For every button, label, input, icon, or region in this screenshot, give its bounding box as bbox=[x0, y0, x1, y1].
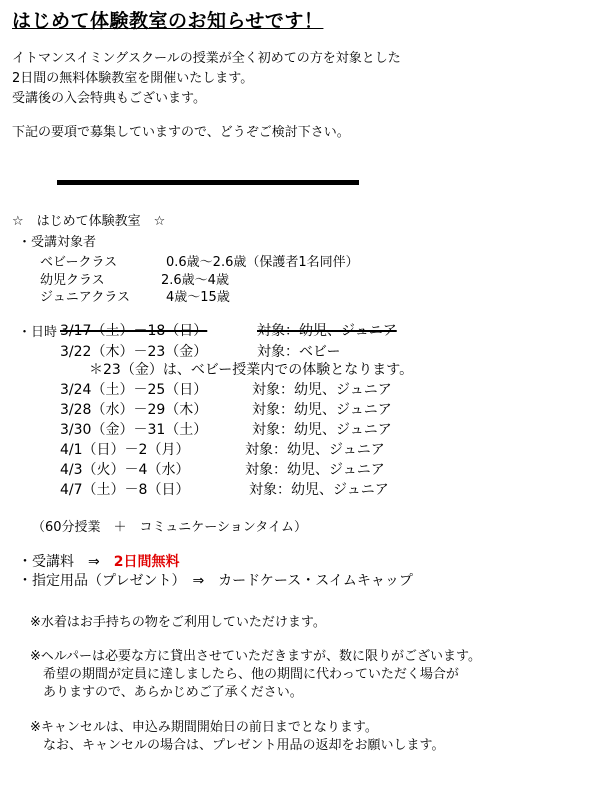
schedule-target-5: 対象：幼児、ジュニア bbox=[245, 442, 385, 458]
helper-note-line-2: 希望の期間が定員に達しましたら、他の期間に代わっていただく場合が bbox=[30, 667, 459, 682]
schedule-target-7: 対象：幼児、ジュニア bbox=[249, 482, 389, 498]
schedule-dates-1: 3/22（木）－23（金） bbox=[60, 344, 208, 360]
duration-note: （60分授業 ＋ コミュニケーションタイム） bbox=[32, 520, 307, 535]
fee-row bbox=[18, 551, 179, 571]
schedule-target-2: 対象：幼児、ジュニア bbox=[252, 382, 392, 398]
schedule-dates-3: 3/28（水）－29（木） bbox=[60, 402, 208, 418]
swimsuit-note: ※水着はお手持ちの物をご利用していただけます。 bbox=[30, 615, 326, 630]
gift-label: ・指定用品（プレゼント） ⇒ bbox=[18, 573, 219, 589]
schedule-target-4: 対象：幼児、ジュニア bbox=[252, 422, 392, 438]
invite-text: 下記の要項で募集していますので、どうぞご検討下さい。 bbox=[12, 125, 350, 140]
schedule-dates-7: 4/7（土）－8（日） bbox=[60, 482, 190, 498]
cancel-note-line-2: なお、キャンセルの場合は、プレゼント用品の返却をお願いします。 bbox=[30, 738, 445, 753]
gift-value: カードケース・スイムキャップ bbox=[218, 573, 413, 589]
class-name-infant: 幼児クラス bbox=[40, 273, 105, 288]
fee-label: ・受講料 ⇒ bbox=[18, 554, 114, 570]
intro-line-1: イトマンスイミングスクールの授業が全く初めての方を対象とした bbox=[12, 51, 401, 66]
schedule-dates-4: 3/30（金）－31（土） bbox=[60, 422, 208, 438]
target-heading: ・受講対象者 bbox=[18, 235, 97, 250]
schedule-dates-6: 4/3（火）－4（水） bbox=[60, 462, 190, 478]
fee-value: 2日間無料 bbox=[113, 554, 180, 570]
class-range-infant: 2.6歳～4歳 bbox=[161, 273, 229, 288]
class-range-baby: 0.6歳～2.6歳（保護者1名同伴） bbox=[166, 255, 359, 270]
cancelled-target: 対象：幼児、ジュニア bbox=[257, 323, 397, 339]
helper-note-line-3: ありますので、あらかじめご了承ください。 bbox=[30, 685, 303, 700]
schedule-dates-5: 4/1（日）－2（月） bbox=[60, 442, 190, 458]
class-name-junior: ジュニアクラス bbox=[40, 290, 130, 305]
schedule-target-1: 対象：ベビー bbox=[257, 344, 341, 360]
intro-line-3: 受講後の入会特典もございます。 bbox=[12, 91, 206, 106]
schedule-target-6: 対象：幼児、ジュニア bbox=[245, 462, 385, 478]
helper-note-line-1: ※ヘルパーは必要な方に貸出させていただきますが、数に限りがございます。 bbox=[30, 649, 481, 664]
schedule-note: ＊23（金）は、ベビー授業内での体験となります。 bbox=[89, 362, 414, 378]
cancel-note-line-1: ※キャンセルは、申込み期間開始日の前日までとなります。 bbox=[30, 720, 378, 735]
schedule-dates-2: 3/24（土）－25（日） bbox=[60, 382, 208, 398]
page-title: はじめて体験教室のお知らせです！ bbox=[12, 10, 324, 32]
schedule-target-3: 対象：幼児、ジュニア bbox=[252, 402, 392, 418]
intro-line-2: 2日間の無料体験教室を開催いたします。 bbox=[12, 71, 254, 86]
cancelled-dates: 3/17（土）－18（日） bbox=[60, 323, 208, 339]
gift-row bbox=[18, 570, 413, 590]
class-range-junior: 4歳～15歳 bbox=[166, 290, 230, 305]
schedule-label: ・日時 bbox=[18, 325, 58, 340]
section-heading: ☆ はじめて体験教室 ☆ bbox=[12, 214, 166, 229]
divider-rule bbox=[57, 180, 359, 185]
class-name-baby: ベビークラス bbox=[40, 255, 118, 270]
